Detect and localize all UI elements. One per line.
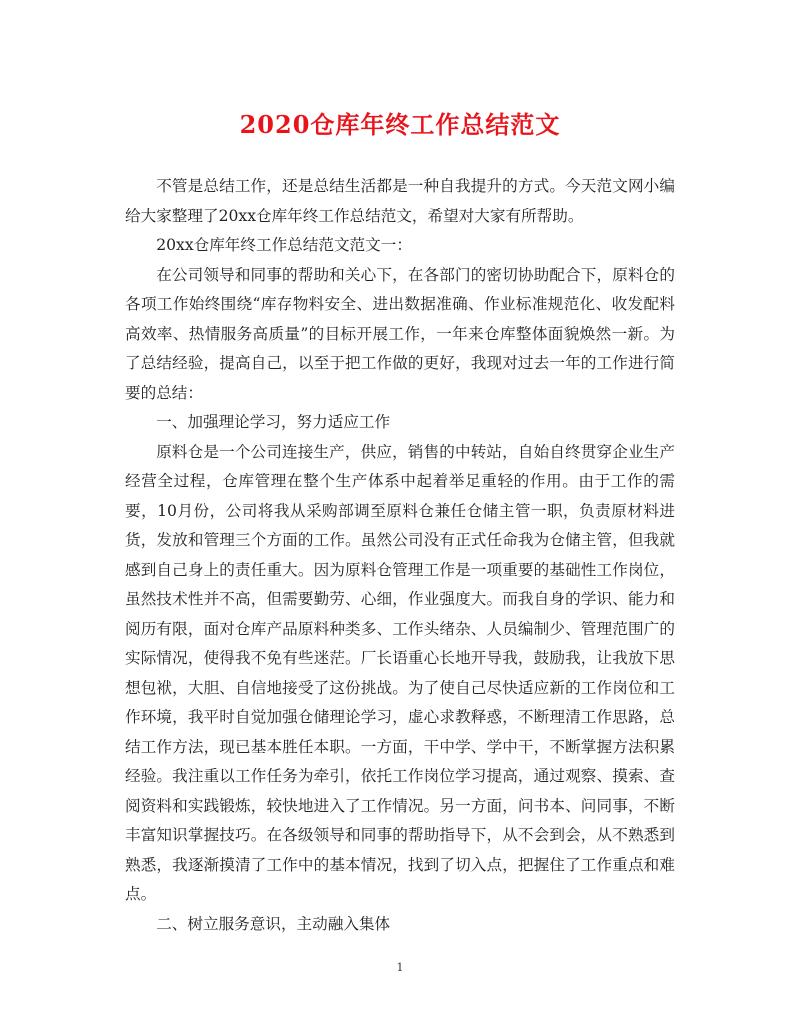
section-heading-2: 二、树立服务意识，主动融入集体 — [156, 914, 391, 933]
paragraph-opening: 在公司领导和同事的帮助和关心下，在各部门的密切协助配合下，原料仓的各项工作始终围绕“库存物料安全、进出数据准确、作业标准规范化、收发配料高效率、热情服务高质量”的目标开展工作，一年来仓库整体面貌焕然一新。为了总结经验，提高自己，以至于把工作做的更好，我现对过去一年的工作进行简要的总结： — [125, 265, 675, 402]
paragraph-subtitle: 20xx仓库年终工作总结范文范文一： — [156, 236, 412, 254]
section-heading-1: 一、加强理论学习，努力适应工作 — [156, 413, 391, 431]
paragraph-intro: 不管是总结工作，还是总结生活都是一种自我提升的方式。今天范文网小编给大家整理了20xx仓库年终工作总结范文，希望对大家有所帮助。 — [125, 177, 675, 225]
page-number: 1 — [396, 961, 404, 974]
paragraph-section-1: 原料仓是一个公司连接生产，供应，销售的中转站，自始自终贯穿企业生产经营全过程，仓库管理在整个生产体系中起着举足重轻的作用。由于工作的需要，10月份，公司将我从采购部调至原料仓兼任仓储主管一职，负责原材料进货，发放和管理三个方面的工作。虽然公司没有正式任命我为仓储主管，但我就感到自己身上的责任重大。因为原料仓管理工作是一项重要的基础性工作岗位，虽然技术性并不高，但需要勤劳、心细，作业强度大。而我自身的学识、能力和阅历有限，面对仓库产品原料种类多、工作头绪杂、人员编制少、管理范围广的实际情况，使得我不免有些迷茫。厂长语重心长地开导我，鼓励我，让我放下思想包袱，大胆、自信地接受了这份挑战。为了使自己尽快适应新的工作岗位和工作环境，我平时自觉加强仓储理论学习，虚心求教释惑，不断理清工作思路，总结工作方法，现已基本胜任本职。一方面，干中学、学中干，不断掌握方法积累经验。我注重以工作任务为牵引，依托工作岗位学习提高，通过观察、摸索、查阅资料和实践锻炼，较快地进入了工作情况。另一方面，问书本、问同事，不断丰富知识掌握技巧。在各级领导和同事的帮助指导下，从不会到会，从不熟悉到熟悉，我逐渐摸清了工作中的基本情况，找到了切入点，把握住了工作重点和难点。 — [125, 442, 675, 903]
document-title: 2020仓库年终工作总结范文 — [239, 110, 561, 139]
document-body — [125, 172, 675, 939]
